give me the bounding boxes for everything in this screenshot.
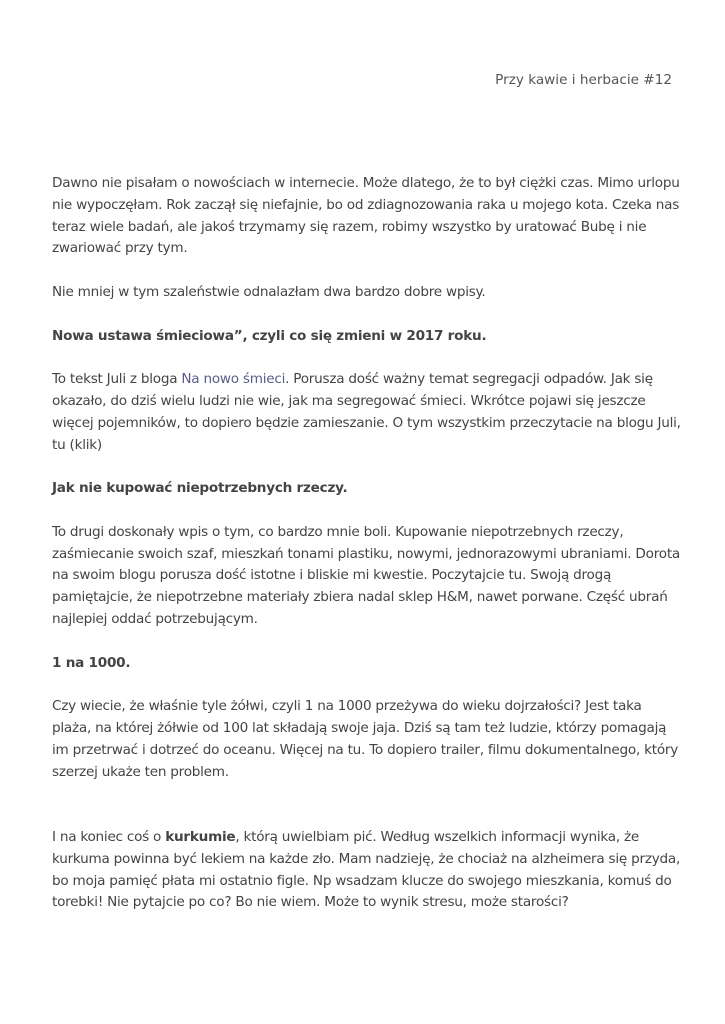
section1-heading: Nowa ustawa śmieciowa”, czyli co się zmieni w 2017 roku. [52,327,487,344]
blog-link-na-nowo-smieci[interactable]: Na nowo śmieci [181,371,286,388]
intro-paragraph: Dawno nie pisałam o nowościach w internecie. Może dlatego, że to był ciężki czas. Mimo urlopu nie wypoczęłam. Rok zaczął się niefajnie, bo od zdiagnozowania raka u mojego kota. Czeka nas teraz wiele badań, ale jakoś trzymamy się razem, robimy wszystko by uratować Bubę i nie zwariować przy tym. [52,175,680,257]
article-body [52,173,682,936]
section2-text-after: . Swoją drogą pamiętajcie, że niepotrzebne materiały zbiera nadal sklep H&M, nawet porwane. Część ubrań najlepiej oddać potrzebującym. [52,567,668,627]
section1-text-after: (klik) [65,436,102,453]
section1-paragraph [52,369,682,456]
section3-paragraph [52,696,682,783]
section2-tu-link[interactable]: tu [508,567,522,584]
section2-heading: Jak nie kupować niepotrzebnych rzeczy. [52,480,348,497]
found-paragraph: Nie mniej w tym szaleństwie odnalazłam dwa bardzo dobre wpisy. [52,283,486,300]
page-header-title: Przy kawie i herbacie #12 [495,72,672,88]
section3-tu-link[interactable]: tu [347,741,362,758]
section2-text-before: To drugi doskonały wpis o tym, co bardzo mnie boli. Kupowanie niepotrzebnych rzeczy, zaśmiecanie swoich szaf, mieszkań tonami plastiku, nowymi, jednorazowymi ubraniami. Dorota na swoim blogu porusza dość istotne i bliskie mi kwestie. Poczytajcie [52,523,680,584]
section1-text-before: To tekst Juli z bloga [52,371,182,388]
section3-text-before: Czy wiecie, że właśnie tyle żółwi, czyli 1 na 1000 przeżywa do wieku dojrzałości? Jest taka plaża, na której żółwie od 100 lat składają swoje jaja. Dziś są tam też ludzie, którzy pomagają im przetrwać i dotrzeć do oceanu. Więcej na [52,698,667,758]
section4-text-after: , którą uwielbiam pić. Według wszelkich informacji wynika, że kurkuma powinna być lekiem na każde zło. Mam nadzieję, że chociaż na alzheimera się przyda, bo moja pamięć płata mi ostatnio figle. Np wsadzam klucze do swojego mieszkania, komuś do torebki! Nie pytajcie po co? Bo nie wiem. Może to wynik stresu, może starości? [52,828,681,911]
section3-heading: 1 na 1000. [52,654,131,671]
section3-text-after: . To dopiero trailer, filmu dokumentalnego, który szerzej ukaże ten problem. [52,741,679,780]
section4-paragraph [52,827,682,914]
section2-paragraph [52,522,682,631]
section1-text-middle: . Porusza dość ważny temat segregacji odpadów. Jak się okazało, do dziś wielu ludzi nie wie, jak ma segregować śmieci. Wkrótce pojawi się jeszcze więcej pojemników, to dopiero będzie zamieszanie. O tym wszystkim przeczytacie na blogu Juli, [52,371,681,431]
section4-text-before: I na koniec coś o [52,828,166,845]
section1-tu-link[interactable]: tu [52,436,66,453]
kurkuma-bold-word: kurkumie [165,828,236,845]
